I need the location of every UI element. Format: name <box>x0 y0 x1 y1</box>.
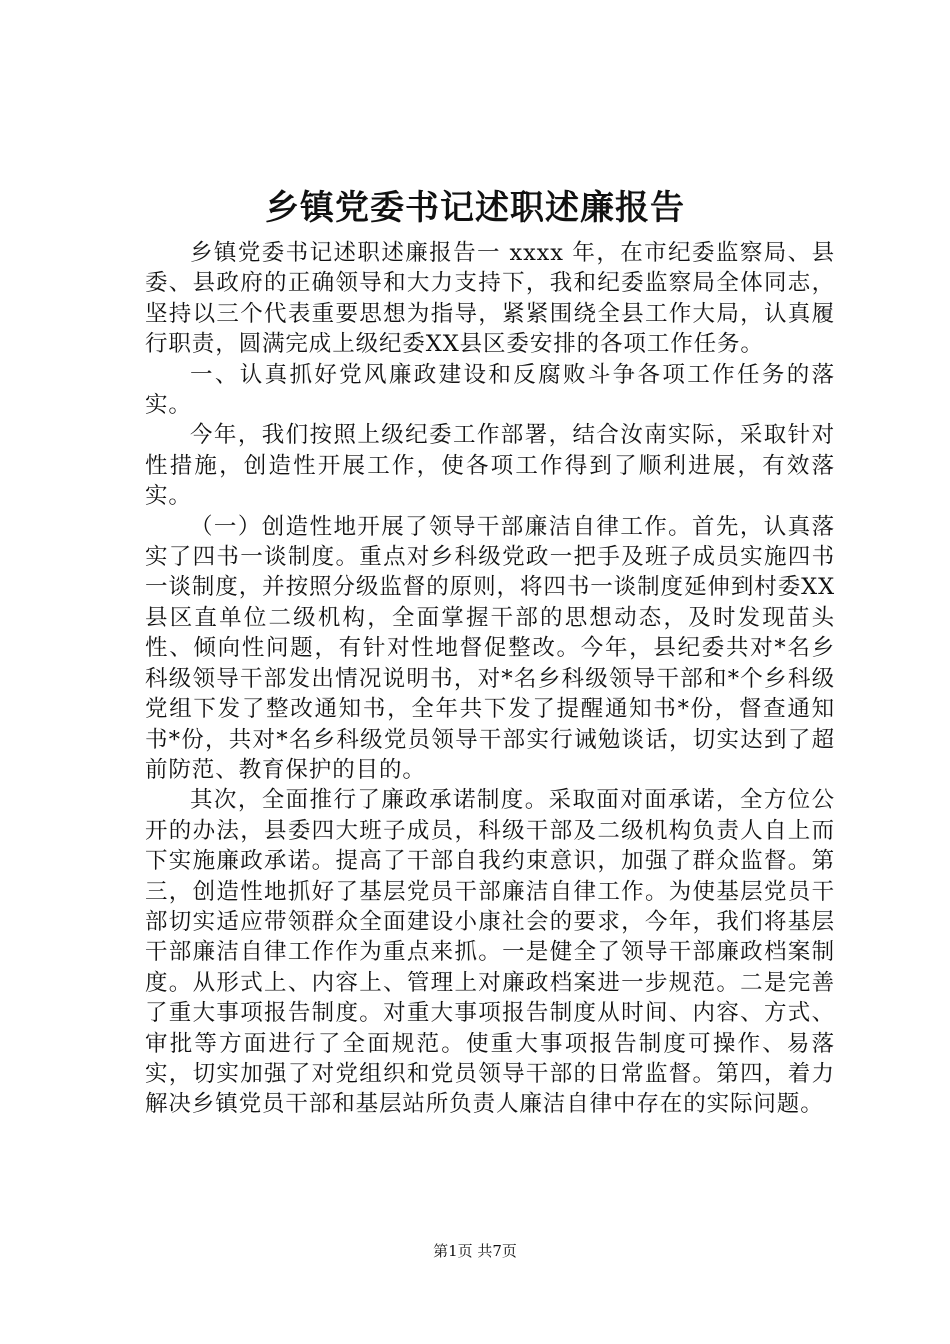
document-title: 乡镇党委书记述职述廉报告 <box>265 188 685 228</box>
paragraph-this-year: 今年，我们按照上级纪委工作部署，结合汝南实际，采取针对性措施，创造性开展工作，使各项工作得到了顺利进展，有效落实。 <box>145 422 835 510</box>
paragraph-section-heading: 一、认真抓好党风廉政建设和反腐败斗争各项工作任务的落实。 <box>145 361 835 419</box>
page-number-footer: 第1页 共7页 <box>433 1242 517 1260</box>
paragraph-subsection-one: （一）创造性地开展了领导干部廉洁自律工作。首先，认真落实了四书一谈制度。重点对乡科级党政一把手及班子成员实施四书一谈制度，并按照分级监督的原则，将四书一谈制度延伸到村委XX县区直单位二级机构，全面掌握干部的思想动态，及时发现苗头性、倾向性问题，有针对性地督促整改。今年，县纪委共对*名乡科级领导干部发出情况说明书，对*名乡科级领导干部和*个乡科级党组下发了整改通知书，全年共下发了提醒通知书*份，督查通知书*份，共对*名乡科级党员领导干部实行诫勉谈话，切实达到了超前防范、教育保护的目的。 <box>145 513 835 783</box>
document-body <box>145 238 835 1120</box>
paragraph-secondly: 其次，全面推行了廉政承诺制度。采取面对面承诺，全方位公开的办法，县委四大班子成员，科级干部及二级机构负责人自上而下实施廉政承诺。提高了干部自我约束意识，加强了群众监督。第三，创造性地抓好了基层党员干部廉洁自律工作。为使基层党员干部切实适应带领群众全面建设小康社会的要求，今年，我们将基层干部廉洁自律工作作为重点来抓。一是健全了领导干部廉政档案制度。从形式上、内容上、管理上对廉政档案进一步规范。二是完善了重大事项报告制度。对重大事项报告制度从时间、内容、方式、审批等方面进行了全面规范。使重大事项报告制度可操作、易落实，切实加强了对党组织和党员领导干部的日常监督。第四，着力解决乡镇党员干部和基层站所负责人廉洁自律中存在的实际问题。 <box>145 787 835 1118</box>
paragraph-intro: 乡镇党委书记述职述廉报告一 xxxx 年，在市纪委监察局、县委、县政府的正确领导和大力支持下，我和纪委监察局全体同志，坚持以三个代表重要思想为指导，紧紧围绕全县工作大局，认真履行职责，圆满完成上级纪委XX县区委安排的各项工作任务。 <box>145 240 835 358</box>
